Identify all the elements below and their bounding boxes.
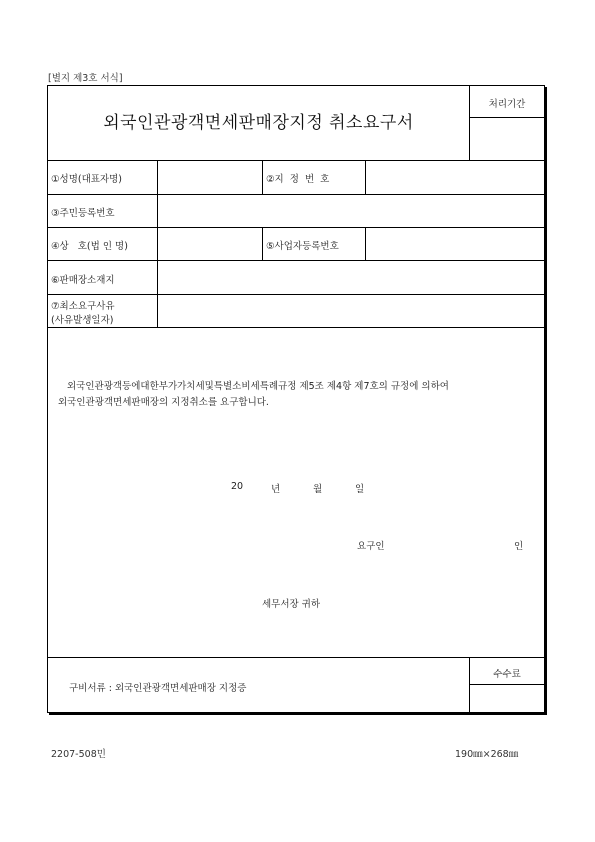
shop-location-label: ⑥판매장소재지 xyxy=(51,275,115,286)
designation-no-label: ②지 정 번 호 xyxy=(266,174,330,185)
fee-hline xyxy=(469,684,545,685)
date-day-unit: 일 xyxy=(355,484,365,495)
date-year-unit: 년 xyxy=(271,484,281,495)
table-bottom-line xyxy=(47,327,545,328)
row3-mid-divider xyxy=(262,227,263,260)
cancel-reason-field[interactable] xyxy=(158,295,545,327)
resident-no-label: ③주민등록번호 xyxy=(51,208,115,219)
name-label: ①성명(대표자명) xyxy=(51,174,122,185)
name-field[interactable] xyxy=(158,161,262,194)
shop-location-field[interactable] xyxy=(158,261,545,294)
form-code: [별지 제3호 서식] xyxy=(48,73,123,84)
paragraph-line-2: 외국인관광객면세판매장의 지정취소를 요구합니다. xyxy=(58,397,269,408)
requester-name-field[interactable] xyxy=(395,534,505,552)
document-number: 2207-508민 xyxy=(51,749,106,760)
trade-name-field[interactable] xyxy=(158,228,262,260)
resident-no-field[interactable] xyxy=(158,195,545,227)
cancel-reason-label: ⑦최소요구사유 xyxy=(51,301,115,312)
row1-mid-divider xyxy=(262,160,263,194)
business-reg-no-label: ⑤사업자등록번호 xyxy=(266,241,339,252)
addressee: 세무서장 귀하 xyxy=(262,599,321,610)
form-title: 외국인관광객면세판매장지정 취소요구서 xyxy=(103,113,414,133)
paragraph-line-1: 외국인관광객등에대한부가가치세및특별소비세특례규정 제5조 제4항 제7호의 규정에 의하여 xyxy=(67,381,449,392)
date-year: 20 xyxy=(231,481,244,492)
fee-label: 수수료 xyxy=(493,669,521,680)
designation-no-field[interactable] xyxy=(366,161,545,194)
processing-period-label: 처리기간 xyxy=(488,99,526,110)
seal-mark: 인 xyxy=(514,541,524,552)
business-reg-no-field[interactable] xyxy=(366,228,545,260)
paper-size: 190㎜×268㎜ xyxy=(455,749,519,760)
footer-section-line xyxy=(47,657,545,658)
required-documents: 구비서류 : 외국인관광객면세판매장 지정증 xyxy=(69,683,247,694)
request-paragraph xyxy=(58,379,536,411)
processing-hline xyxy=(469,117,545,118)
requester-label: 요구인 xyxy=(357,541,385,552)
trade-name-label: ④상 호(법 인 명) xyxy=(51,241,128,252)
date-month-unit: 월 xyxy=(313,484,323,495)
cancel-reason-date-label: (사유발생일자) xyxy=(51,315,114,326)
